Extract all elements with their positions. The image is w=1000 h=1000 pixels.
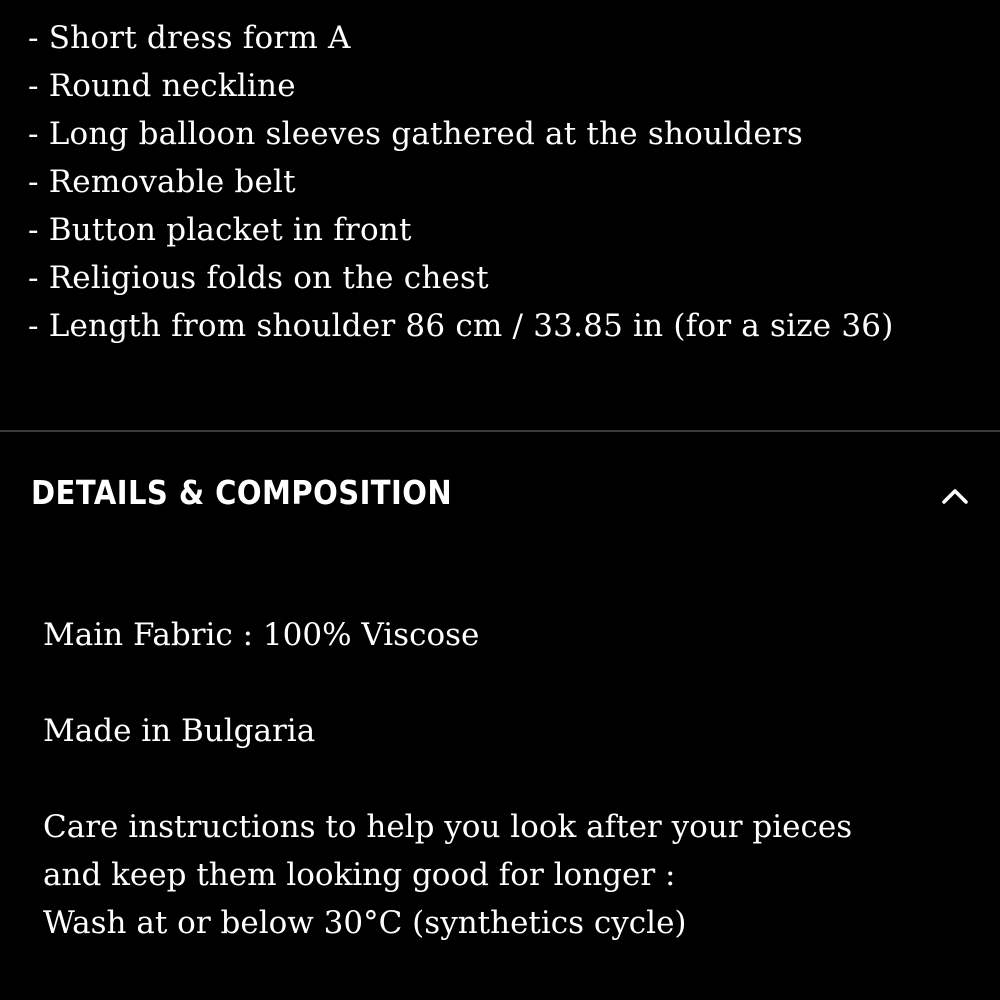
details-composition-content: [43, 611, 852, 995]
fabric-composition: Main Fabric : 100% Viscose: [43, 617, 480, 653]
feature-item: - Long balloon sleeves gathered at the shoulders: [28, 116, 803, 152]
feature-item: - Round neckline: [28, 68, 296, 104]
care-instruction-line: Care instructions to help you look after your pieces: [43, 809, 853, 845]
product-features-list: [28, 14, 894, 350]
section-title: DETAILS & COMPOSITION: [31, 473, 453, 512]
care-instruction-line: and keep them looking good for longer :: [43, 857, 676, 893]
country-of-origin: Made in Bulgaria: [43, 713, 316, 749]
feature-item: - Length from shoulder 86 cm / 33.85 in (for a size 36): [28, 308, 894, 344]
feature-item: - Religious folds on the chest: [28, 260, 489, 296]
care-instruction-line: Wash at or below 30°C (synthetics cycle): [43, 905, 687, 941]
details-composition-accordion-header[interactable]: [0, 432, 1000, 562]
feature-item: - Removable belt: [28, 164, 296, 200]
chevron-up-icon[interactable]: [938, 480, 972, 510]
care-instructions: [43, 803, 852, 947]
feature-item: - Button placket in front: [28, 212, 412, 248]
feature-item: - Short dress form A: [28, 20, 351, 56]
